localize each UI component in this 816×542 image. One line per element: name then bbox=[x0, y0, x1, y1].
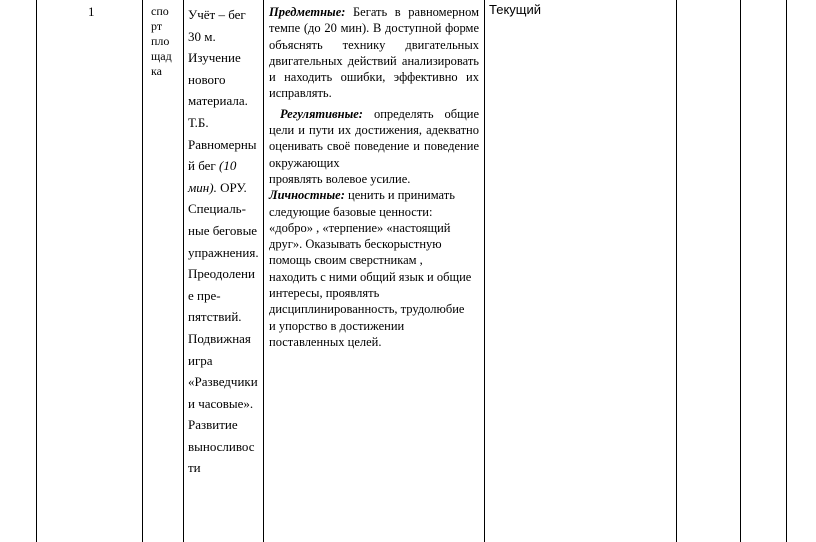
text-line: двигательных действий анализировать bbox=[269, 53, 479, 68]
text-line: оценивать своё поведение и поведение bbox=[269, 139, 479, 154]
regulatory-label: Регулятивные: bbox=[279, 106, 363, 121]
text-line: находить с ними общий язык и общие bbox=[269, 269, 472, 284]
lesson-content bbox=[188, 4, 260, 479]
text-line: интересы, проявлять bbox=[269, 286, 380, 301]
text-line: следующие базовые ценности: bbox=[269, 204, 433, 219]
personal-label: Личностные: bbox=[269, 188, 345, 203]
italic-text: мин). bbox=[188, 179, 217, 195]
text-line: е пре- bbox=[188, 287, 221, 303]
text-line: Равномерны bbox=[188, 136, 257, 152]
text-line: помощь своим сверстникам , bbox=[269, 253, 423, 268]
text-line: поставленных целей. bbox=[269, 334, 382, 349]
text-line: окружающих bbox=[269, 155, 340, 170]
subject-label: Предметные: bbox=[269, 5, 346, 19]
text-line: и упорство в достижении bbox=[269, 318, 405, 333]
regulatory-results-first bbox=[269, 106, 479, 122]
text-line: объяснять техникy двигательных bbox=[269, 37, 479, 52]
text-line: Учёт – бег bbox=[188, 7, 246, 22]
lesson-place bbox=[151, 4, 179, 79]
text-line: выносливос bbox=[188, 438, 255, 454]
text-line: «добро» , «терпение» «настоящий bbox=[269, 220, 451, 235]
text-fragment: ценить и принимать bbox=[348, 188, 455, 203]
text-line: ные беговые bbox=[188, 222, 258, 238]
text-fragment: й бег bbox=[188, 158, 216, 174]
text-line bbox=[188, 155, 260, 177]
italic-text: (10 bbox=[219, 158, 237, 174]
table-border bbox=[740, 0, 741, 542]
text-line: нового bbox=[188, 71, 226, 87]
text-line: темпе (до 20 мин). В доступной форме bbox=[269, 21, 479, 36]
planned-results bbox=[269, 4, 479, 350]
text-line: Развитие bbox=[188, 417, 238, 433]
table-border bbox=[142, 0, 143, 542]
text-line: и находить ошибки, эффективно их bbox=[269, 70, 479, 85]
subject-results-first bbox=[269, 4, 479, 20]
text-line: дисциплинированность, трудолюбие bbox=[269, 302, 465, 317]
text-line: друг». Оказывать бескорыстную bbox=[269, 237, 442, 252]
text-line: 30 м. bbox=[188, 28, 216, 44]
table-border bbox=[36, 0, 37, 542]
text-line: щад bbox=[151, 49, 172, 63]
table-border bbox=[484, 0, 485, 542]
text-line: Изучение bbox=[188, 50, 241, 66]
text-line: ка bbox=[151, 64, 162, 78]
table-border bbox=[183, 0, 184, 542]
text-line: Подвижная bbox=[188, 330, 251, 346]
text-fragment: определять общие bbox=[373, 106, 480, 121]
personal-results-first bbox=[269, 187, 479, 203]
text-line: цели и пути их достижения, адекватно bbox=[269, 123, 479, 138]
text-line: «Разведчики bbox=[188, 374, 258, 390]
control-type: Текущий bbox=[489, 2, 541, 17]
text-fragment: ОРУ. bbox=[220, 179, 247, 195]
text-line: материала. bbox=[188, 93, 248, 109]
text-line bbox=[188, 177, 260, 199]
lesson-number: 1 bbox=[88, 4, 95, 19]
text-line: и часовые». bbox=[188, 395, 254, 411]
table-border bbox=[263, 0, 264, 542]
text-line: рт bbox=[151, 19, 163, 33]
text-line: спо bbox=[151, 4, 169, 18]
text-fragment: Бегать в равномерном bbox=[352, 5, 479, 19]
text-line: упражнения. bbox=[188, 244, 259, 260]
text-line: Преодолени bbox=[188, 266, 255, 282]
text-line: пло bbox=[151, 34, 170, 48]
text-line: пятствий. bbox=[188, 309, 242, 325]
text-line: игра bbox=[188, 352, 213, 368]
table-border bbox=[676, 0, 677, 542]
text-line: ти bbox=[188, 460, 201, 476]
text-line: исправлять. bbox=[269, 86, 332, 101]
table-border bbox=[786, 0, 787, 542]
text-line: Специаль- bbox=[188, 201, 246, 217]
text-line: Т.Б. bbox=[188, 114, 209, 130]
text-line: проявлять волевое усилие. bbox=[269, 171, 411, 186]
